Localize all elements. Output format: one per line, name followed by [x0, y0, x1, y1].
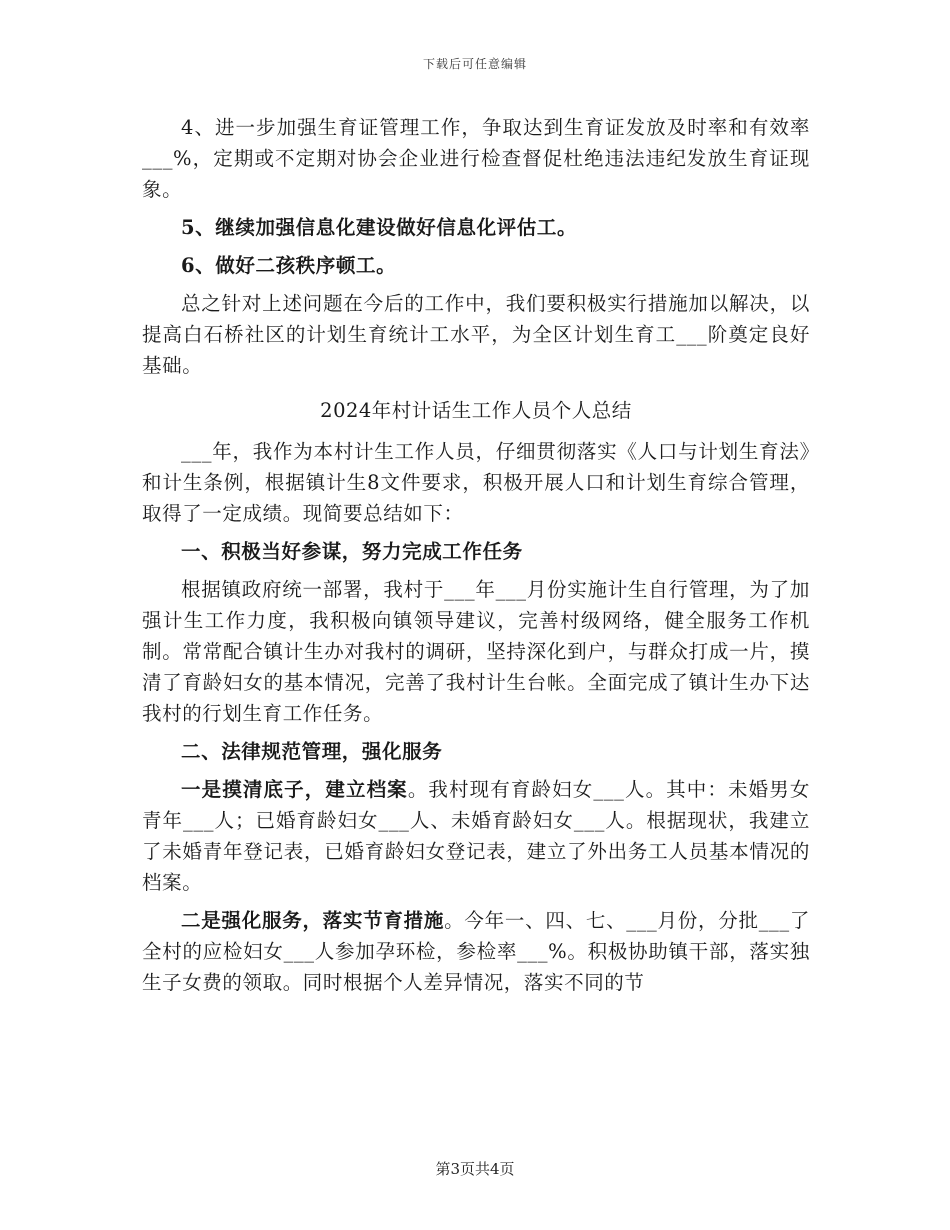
paragraph-item-6: 6、做好二孩秩序顿工。 — [181, 254, 397, 277]
document-title: 2024年村计话生工作人员个人总结 — [320, 399, 632, 422]
section-2-item-2 — [142, 905, 810, 998]
document-body — [142, 112, 810, 1005]
paragraph-conclusion: 总之针对上述问题在今后的工作中，我们要积极实行措施加以解决，以提高白石桥社区的计划生育统计工水平，为全区计划生育工___阶奠定良好基础。 — [142, 292, 810, 377]
section-2-item-2-lead: 二是强化服务，落实节育措施 — [181, 909, 445, 932]
section-2-item-2-text: 。今年一、四、七、___月份，分批___了全村的应检妇女___人参加孕环检，参检率___%。积极协助镇干部，落实独生子女费的领取。同时根据个人差异情况，落实不同的节 — [142, 909, 810, 994]
page-footer: 第3页共4页 — [435, 1160, 515, 1178]
paragraph-intro: ___年，我作为本村计生工作人员，仔细贯彻落实《人口与计划生育法》和计生条例，根据镇计生8文件要求，积极开展人口和计划生育综合管理，取得了一定成绩。现简要总结如下： — [142, 440, 810, 525]
section-2-item-1-lead: 一是摸清底子，建立档案 — [181, 778, 408, 801]
section-2-item-1-text: 。我村现有育龄妇女___人。其中：未婚男女青年___人；已婚育龄妇女___人、未婚育龄妇女___人。根据现状，我建立了未婚青年登记表，已婚育龄妇女登记表，建立了外出务工人员基本情况的档案。 — [142, 778, 810, 894]
paragraph-item-5: 5、继续加强信息化建设做好信息化评估工。 — [181, 216, 578, 239]
page-header: 下载后可任意编辑 — [422, 57, 527, 71]
section-1-text: 根据镇政府统一部署，我村于___年___月份实施计生自行管理，为了加强计生工作力度，我积极向镇领导建议，完善村级网络，健全服务工作机制。常常配合镇计生办对我村的调研，坚持深化到户，与群众打成一片，摸清了育龄妇女的基本情况，完善了我村计生台帐。全面完成了镇计生办下达我村的行划生育工作任务。 — [142, 578, 810, 725]
section-2-item-1 — [142, 774, 810, 898]
paragraph-item-4: 4、进一步加强生育证管理工作，争取达到生育证发放及时率和有效率___%，定期或不定期对协会企业进行检查督促杜绝违法违纪发放生育证现象。 — [142, 116, 810, 201]
section-1-heading: 一、积极当好参谋，努力完成工作任务 — [181, 540, 523, 563]
section-2-heading: 二、法律规范管理，强化服务 — [181, 740, 443, 763]
